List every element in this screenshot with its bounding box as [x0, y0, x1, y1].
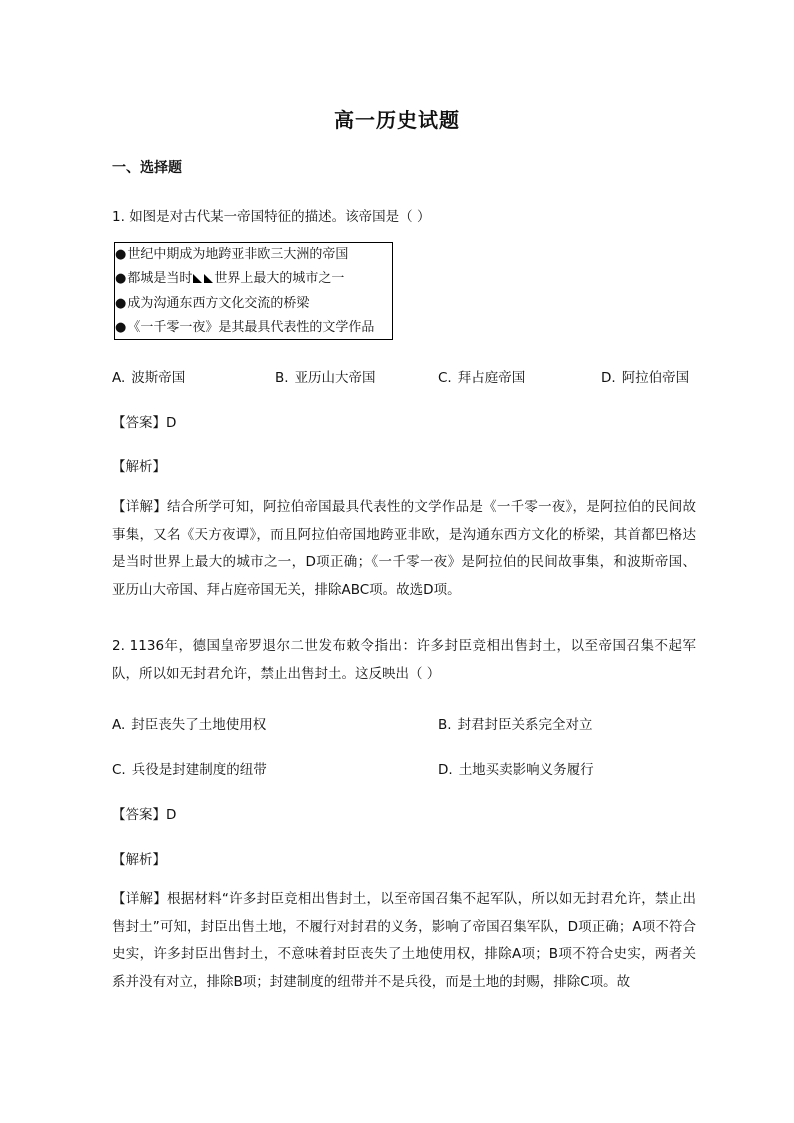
question-2-option-b[interactable] — [438, 713, 593, 733]
option-letter: A. — [112, 370, 126, 386]
question-1-analysis-label: 【解析】 — [112, 459, 166, 475]
option-letter: C. — [112, 762, 126, 778]
section-heading: 一、选择题 — [112, 160, 182, 176]
option-text: 拜占庭帝国 — [457, 370, 526, 386]
option-letter: D. — [601, 370, 616, 386]
option-letter: B. — [438, 717, 452, 733]
question-1-stem — [112, 205, 430, 225]
bullet-icon: ● — [115, 319, 127, 335]
bullet-icon: ● — [115, 271, 127, 287]
question-1-answer: 【答案】D — [112, 415, 177, 431]
option-text: 封君封臣关系完全对立 — [457, 717, 593, 733]
option-text: 土地买卖影响义务履行 — [458, 762, 594, 778]
option-text: 亚历山大帝国 — [294, 370, 376, 386]
material-row — [115, 267, 392, 291]
option-letter: A. — [112, 717, 126, 733]
triangle-icon — [193, 274, 202, 283]
question-1-number: 1. — [112, 209, 125, 225]
question-2-option-d[interactable] — [438, 758, 594, 778]
question-1-option-a[interactable] — [112, 366, 185, 386]
question-2-detail: 【详解】根据材料“许多封臣竞相出售封土，以至帝国召集不起军队，所以如无封君允许，禁止出售封土”可知，封臣出售土地，不履行对封君的义务，影响了帝国召集军队，D项正确；A项不符合史实，许多封臣出售封土，不意味着封臣丧失了土地使用权，排除A项；B项不符合史实，两者关系并没有对立，排除B项；封建制度的纽带并不是兵役，而是土地的封赐，排除C项。故 — [112, 891, 696, 990]
question-2-option-a[interactable] — [112, 713, 266, 733]
option-text: 兵役是封建制度的纽带 — [131, 762, 267, 778]
option-text: 封臣丧失了土地使用权 — [131, 717, 267, 733]
question-1-option-d[interactable] — [601, 366, 689, 386]
option-text: 阿拉伯帝国 — [621, 370, 690, 386]
question-1-option-c[interactable] — [438, 366, 525, 386]
question-2-stem: 2. 1136年，德国皇帝罗退尔二世发布敕令指出：许多封臣竞相出售封土，以至帝国召集不起军队，所以如无封君允许，禁止出售封土。这反映出（ ） — [112, 638, 696, 682]
material-row — [115, 243, 392, 267]
option-letter: B. — [275, 370, 289, 386]
question-1-text: 如图是对古代某一帝国特征的描述。该帝国是（ ） — [129, 209, 431, 225]
material-text: 成为沟通东西方文化交流的桥梁 — [127, 295, 310, 311]
option-letter: D. — [438, 762, 453, 778]
question-1-detail: 【详解】结合所学可知，阿拉伯帝国最具代表性的文学作品是《一千零一夜》，是阿拉伯的民间故事集，又名《天方夜谭》，而且阿拉伯帝国地跨亚非欧，是沟通东西方文化的桥梁，其首都巴格达是当时世界上最大的城市之一，D项正确；《一千零一夜》是阿拉伯的民间故事集，和波斯帝国、亚历山大帝国、拜占庭帝国无关，排除ABC项。故选D项。 — [112, 499, 696, 598]
material-text-after: 世界上最大的城市之一 — [214, 271, 345, 287]
question-2-analysis-label: 【解析】 — [112, 852, 166, 868]
option-letter: C. — [438, 370, 452, 386]
material-row — [115, 292, 392, 316]
bullet-icon: ● — [115, 295, 127, 311]
material-text: 世纪中期成为地跨亚非欧三大洲的帝国 — [127, 247, 349, 262]
question-2-option-c[interactable] — [112, 758, 267, 778]
material-row — [115, 316, 392, 340]
triangle-icon — [204, 274, 213, 283]
material-text: 《一千零一夜》是其最具代表性的文学作品 — [127, 319, 375, 335]
question-2-answer: 【答案】D — [112, 807, 177, 823]
page-title: 高一历史试题 — [334, 108, 460, 132]
bullet-icon: ● — [115, 247, 127, 262]
question-1-material-box — [114, 242, 393, 340]
option-text: 波斯帝国 — [131, 370, 186, 386]
material-text-before: 都城是当时 — [127, 271, 193, 287]
question-1-option-b[interactable] — [275, 366, 376, 386]
